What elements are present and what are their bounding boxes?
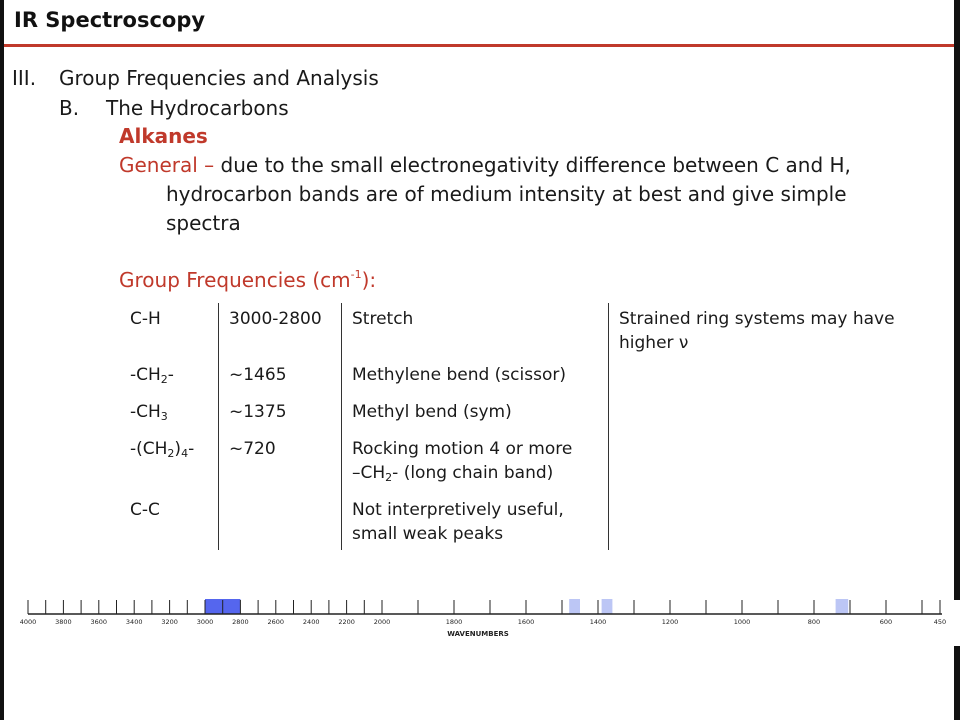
group-cell [120,433,219,494]
group-text: -CH [130,402,161,422]
group-cell: C-C [130,500,160,520]
frequency-cell: 3000-2800 [219,303,342,359]
group-cell: C-H [130,309,161,329]
group-cell [120,359,219,396]
note-cell [609,303,930,359]
group-text-end: - [167,365,174,385]
outline-level2 [59,96,289,120]
mode-line-2-text: –CH [352,463,386,483]
scale-tick-label: 1400 [589,618,607,626]
scale-tick-label: 2800 [232,618,249,626]
group-text-end: - [188,439,195,459]
scale-tick-label: 1600 [517,618,535,626]
general-text-1: due to the small electronegativity difference between C and H, [220,153,851,177]
outline-level1-text: Group Frequencies and Analysis [59,66,379,90]
general-text-3: spectra [166,211,241,235]
scale-tick-label: 2200 [338,618,355,626]
mode-cell [342,494,609,550]
freq-label-text: Group Frequencies (cm [119,268,351,292]
group-subscript-2: 4 [181,447,189,460]
scale-axis-label: WAVENUMBERS [447,630,509,638]
scale-tick-label: 600 [879,618,893,626]
note-cell [609,494,930,550]
group-cell [120,396,219,433]
general-text-2: hydrocarbon bands are of medium intensity at best and give simple [166,182,847,206]
section-heading: Alkanes [119,124,208,148]
mode-line-2 [352,461,598,490]
frequency-cell: ~1465 [219,359,342,396]
frequency-cell: ~1375 [219,396,342,433]
note-cell [609,359,930,396]
wavenumber-scale [0,590,960,646]
group-frequency-table [120,303,929,550]
scale-tick-labels [20,618,946,626]
mode-line-2-subscript: 2 [385,471,393,484]
scale-tick-label: 1800 [445,618,463,626]
mode-cell: Stretch [342,303,609,359]
table-row [120,359,929,396]
mode-line-2-text-end: - (long chain band) [392,463,554,483]
scale-tick-label: 450 [933,618,947,626]
outline-level2-text: The Hydrocarbons [106,96,289,120]
general-label: General – [119,153,215,177]
note-cell [609,433,930,494]
scale-tick-label: 3600 [90,618,108,626]
scale-tick-label: 4000 [19,618,37,626]
note-line-1: Strained ring systems may have [619,309,895,329]
freq-label-close: ): [361,268,377,292]
scale-highlight-band [836,599,849,614]
scale-highlight-band [602,599,613,614]
scale-ticks [28,600,940,614]
scale-tick-label: 3800 [55,618,72,626]
general-paragraph-line1 [119,153,851,177]
scale-highlights [205,599,848,614]
frequency-cell [219,494,342,550]
outline-level1 [12,66,379,90]
slide-title: IR Spectroscopy [14,8,206,32]
table-row [120,303,929,359]
scale-tick-label: 2000 [373,618,391,626]
group-subscript: 2 [160,373,168,386]
mode-line-2: small weak peaks [352,524,504,544]
note-line-2: higher ν [619,333,689,353]
scale-tick-label: 3000 [196,618,214,626]
mode-line-1: Rocking motion 4 or more [352,439,573,459]
mode-cell: Methylene bend (scissor) [342,359,609,396]
frequency-cell: ~720 [219,433,342,494]
scale-tick-label: 1000 [733,618,751,626]
table-row [120,494,929,550]
scale-tick-label: 2400 [302,618,320,626]
scale-tick-label: 2600 [267,618,285,626]
group-text-mid: ) [174,439,182,459]
freq-label-superscript: -1 [350,268,362,281]
group-subscript: 3 [160,410,168,423]
scale-tick-label: 800 [807,618,821,626]
mode-cell: Methyl bend (sym) [342,396,609,433]
scale-tick-label: 3400 [125,618,143,626]
table-row [120,433,929,494]
mode-line-1: Not interpretively useful, [352,500,564,520]
scale-highlight-band [569,599,580,614]
scale-tick-label: 3200 [161,618,178,626]
outline-level2-number: B. [59,96,80,120]
outline-level1-number: III. [12,66,37,90]
table-row [120,396,929,433]
scale-tick-label: 1200 [661,618,679,626]
group-text: -CH [130,365,161,385]
group-text: -(CH [130,439,168,459]
title-rule [4,44,954,47]
group-frequencies-label [119,268,376,292]
note-cell [609,396,930,433]
group-subscript: 2 [167,447,175,460]
mode-cell [342,433,609,494]
